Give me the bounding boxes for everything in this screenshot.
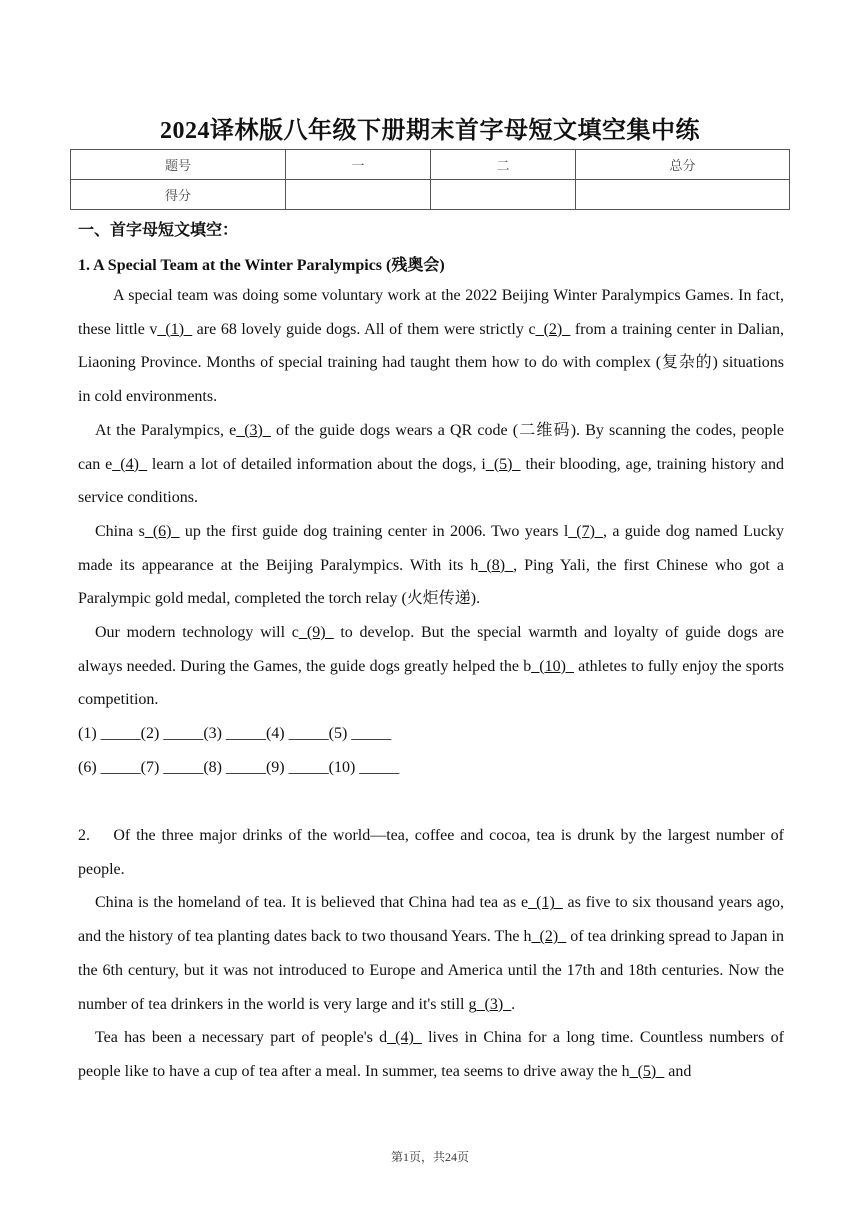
blank: _(3)_ [476, 995, 512, 1013]
question-1-title [78, 252, 445, 275]
blank: _(7)_ [568, 522, 603, 540]
passage-title: A Special Team at the Winter Paralympics (残奥会) [93, 257, 445, 274]
blank: _(2)_ [535, 320, 571, 338]
score-cell: 一 [286, 150, 431, 180]
blank: _(4)_ [112, 455, 147, 473]
paragraph: 2. Of the three major drinks of the world—tea, coffee and cocoa, tea is drunk by the largest number of people. [78, 827, 788, 878]
score-cell: 二 [431, 150, 576, 180]
blank: _(3)_ [236, 421, 271, 439]
blank: _(5)_ [629, 1062, 665, 1080]
score-cell: 得分 [71, 180, 286, 210]
question-1-passage [78, 279, 784, 717]
score-cell [286, 180, 431, 210]
score-table-score-row [71, 180, 790, 210]
score-cell: 题号 [71, 150, 286, 180]
blank: _(4)_ [387, 1029, 422, 1047]
blank: _(1)_ [528, 894, 563, 912]
score-table-header-row [71, 150, 790, 180]
paragraph: At the Paralympics, e_(3)_ of the guide dogs wears a QR code (二维码). By scanning the codes, people can e_(4)_ learn a lot of detailed information about the dogs, i_(5)_ their blooding, age, training history and service conditions. [78, 421, 784, 507]
question-number: 1. [78, 257, 90, 274]
blank: _(2)_ [531, 928, 567, 946]
paragraph: Tea has been a necessary part of people's d_(4)_ lives in China for a long time. Countless numbers of people like to have a cup of tea after a meal. In summer, tea seems to drive away the h_(5)_ and [78, 1029, 784, 1080]
section-heading: 一、首字母短文填空： [78, 220, 239, 239]
blank: _(9)_ [298, 624, 334, 642]
paragraph: A special team was doing some voluntary work at the 2022 Beijing Winter Paralympics Games. In fact, these little v_(1)_ are 68 lovely guide dogs. All of them were strictly c_(2)_ from a training center in Dalian, Liaoning Province. Months of special training had taught them how to do with complex (复杂的) situations in cold environments. [78, 287, 785, 406]
blank: _(1)_ [157, 320, 193, 338]
page-footer: 第1页，共24页 [390, 1150, 469, 1164]
score-cell [431, 180, 576, 210]
score-cell: 总分 [576, 150, 790, 180]
paragraph: China s_(6)_ up the first guide dog training center in 2006. Two years l_(7)_, a guide dog named Lucky made its appearance at the Beijing Paralympics. With its h_(8)_, Ping Yali, the first Chinese who got a Paralympic gold medal, completed the torch relay (火炬传递). [78, 522, 785, 608]
answer-line: (6) _____(7) _____(8) _____(9) _____(10) _____ [78, 759, 400, 776]
blank: _(10)_ [531, 657, 574, 675]
score-table [70, 149, 790, 210]
question-2-passage [78, 819, 788, 1089]
score-cell [576, 180, 790, 210]
blank: _(5)_ [485, 455, 521, 473]
blank: _(8)_ [478, 556, 514, 574]
paragraph: China is the homeland of tea. It is believed that China had tea as e_(1)_ as five to six thousand years ago, and the history of tea planting dates back to two thousand Years. The h_(2)_ of tea drinking spread to Japan in the 6th century, but it was not introduced to Europe and America until the 17th and 18th centuries. Now the number of tea drinkers in the world is very large and it's still g_(3)_. [78, 894, 785, 1013]
blank: _(6)_ [144, 522, 180, 540]
answer-line: (1) _____(2) _____(3) _____(4) _____(5) _____ [78, 725, 392, 742]
page-title: 2024译林版八年级下册期末首字母短文填空集中练 [160, 118, 700, 144]
paragraph: Our modern technology will c_(9)_ to develop. But the special warmth and loyalty of guide dogs are always needed. During the Games, the guide dogs greatly helped the b_(10)_ athletes to fully enjoy the sports competition. [78, 624, 785, 709]
